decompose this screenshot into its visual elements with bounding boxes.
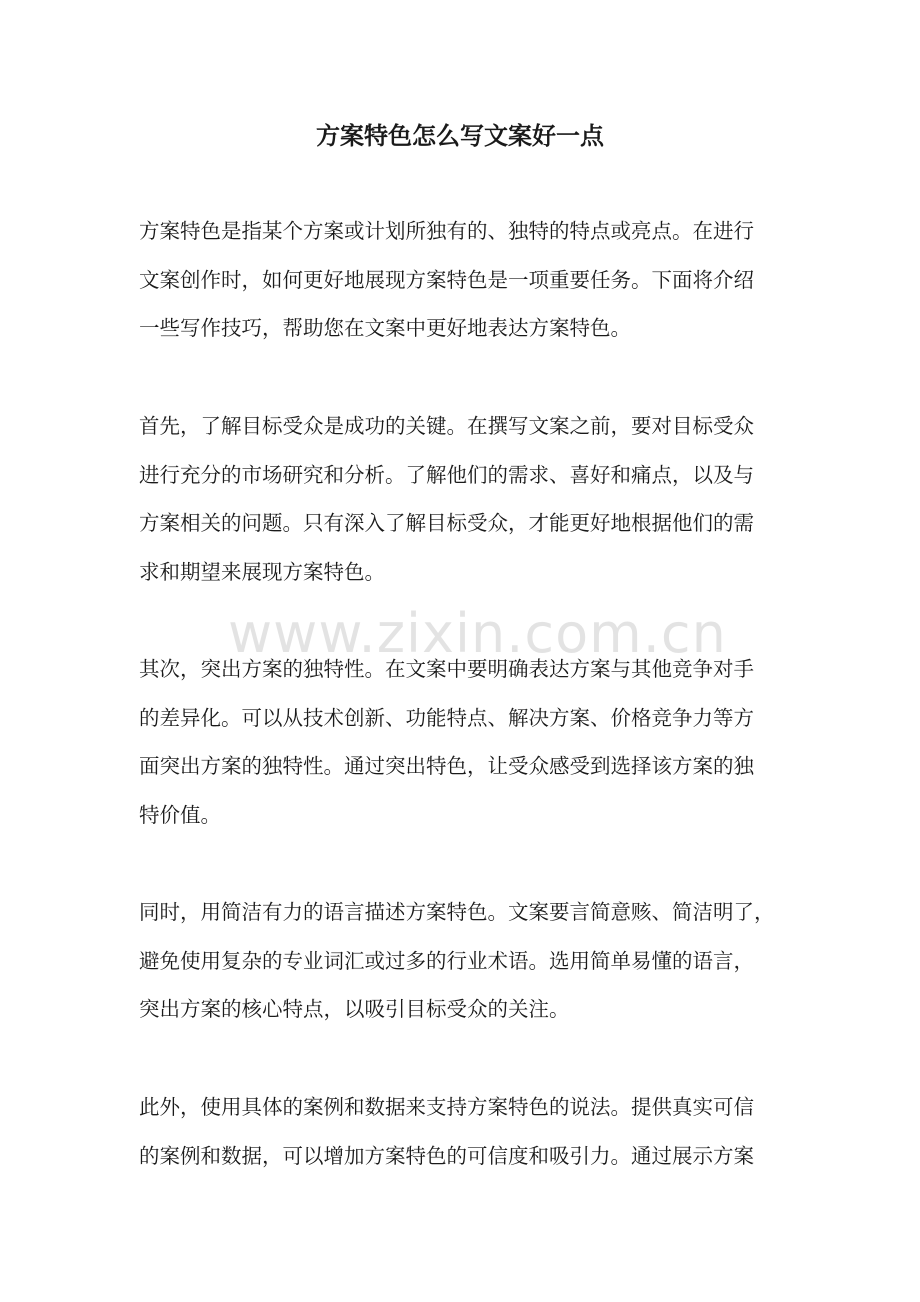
paragraph-line: 进行充分的市场研究和分析。了解他们的需求、喜好和痛点，以及与 xyxy=(139,462,754,487)
paragraph-line: 其次，突出方案的独特性。在文案中要明确表达方案与其他竞争对手 xyxy=(139,657,754,681)
paragraph-language xyxy=(139,888,781,1034)
paragraph-line: 的案例和数据，可以增加方案特色的可信度和吸引力。通过展示方案 xyxy=(139,1143,754,1168)
paragraph-line: 面突出方案的独特性。通过突出特色，让受众感受到选择该方案的独 xyxy=(139,754,754,779)
paragraph-audience xyxy=(139,402,781,597)
paragraph-uniqueness xyxy=(139,645,781,840)
paragraph-cases xyxy=(139,1083,781,1180)
paragraph-intro xyxy=(139,207,781,353)
document-title: 方案特色怎么写文案好一点 xyxy=(316,121,604,150)
paragraph-line: 避免使用复杂的专业词汇或过多的行业术语。选用简单易懂的语言， xyxy=(139,948,754,973)
paragraph-line: 一些写作技巧，帮助您在文案中更好地表达方案特色。 xyxy=(139,316,631,341)
paragraph-line: 此外，使用具体的案例和数据来支持方案特色的说法。提供真实可信 xyxy=(139,1095,754,1119)
paragraph-line: 方案相关的问题。只有深入了解目标受众，才能更好地根据他们的需 xyxy=(139,511,754,536)
paragraph-line: 文案创作时，如何更好地展现方案特色是一项重要任务。下面将介绍 xyxy=(139,267,754,292)
paragraph-line: 的差异化。可以从技术创新、功能特点、解决方案、价格竞争力等方 xyxy=(139,705,754,730)
paragraph-line: 方案特色是指某个方案或计划所独有的、独特的特点或亮点。在进行 xyxy=(139,219,754,243)
paragraph-line: 突出方案的核心特点，以吸引目标受众的关注。 xyxy=(139,997,570,1022)
paragraph-line: 特价值。 xyxy=(139,803,221,828)
watermark: www.zixin.com.cn xyxy=(228,602,727,665)
paragraph-line: 同时，用简洁有力的语言描述方案特色。文案要言简意赅、简洁明了， xyxy=(139,900,775,924)
paragraph-line: 首先，了解目标受众是成功的关键。在撰写文案之前，要对目标受众 xyxy=(139,414,754,438)
paragraph-line: 求和期望来展现方案特色。 xyxy=(139,560,385,585)
